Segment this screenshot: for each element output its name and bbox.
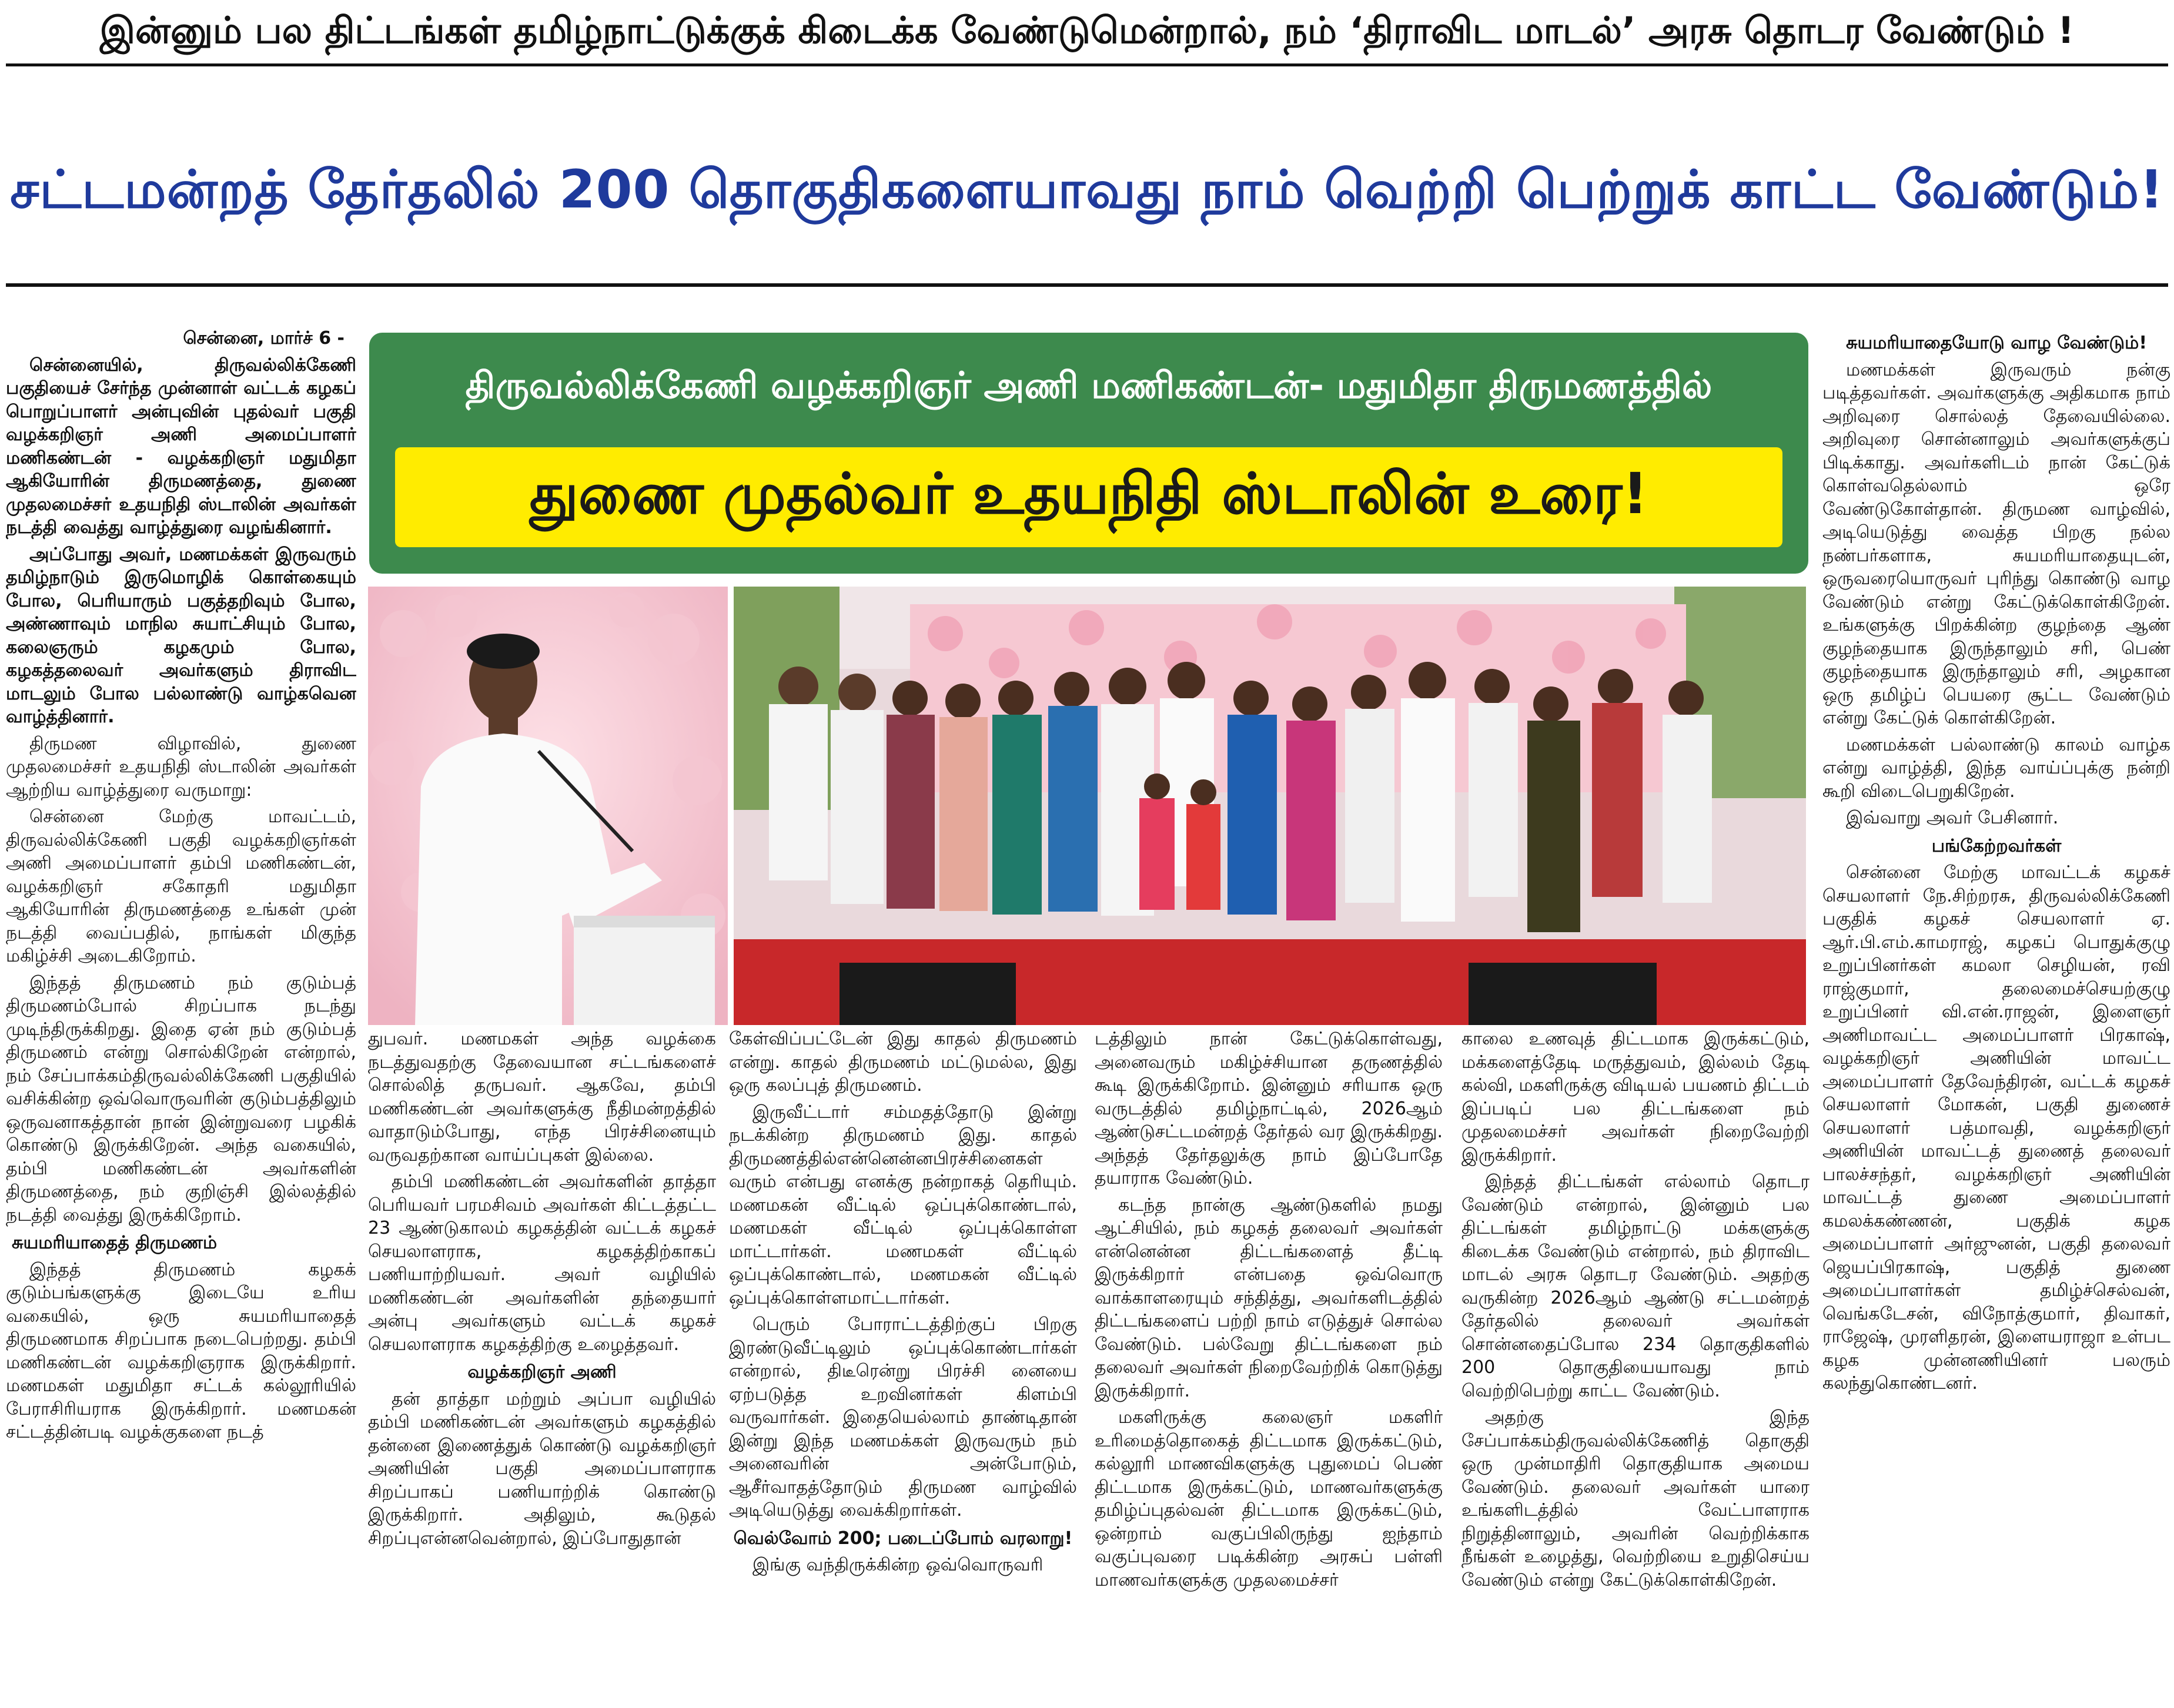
- banner-line-2: துணை முதல்வர் உதயநிதி ஸ்டாலின் உரை!: [395, 447, 1782, 547]
- paragraph: கேள்விப்பட்டேன் இது காதல் திருமணம் என்று. காதல் திருமணம் மட்டுமல்ல, இது ஒரு கலப்புத் திருமணம்.: [729, 1029, 1077, 1096]
- article-column-5: [1461, 1027, 1810, 1706]
- lead-paragraph: சென்னையில், திருவல்லிக்கேணி பகுதியைச் சேர்ந்த முன்னாள் வட்டக் கழகப் பொறுப்பாளர் அன்புவின் புதல்வர் பகுதி வழக்கறிஞர் அணி அமைப்பாளர் மணிகண்டன் - வழக்கறிஞர் மதுமிதா ஆகியோரின் திருமணத்தை, துணை முதலமைச்சர் உதயநிதி ஸ்டாலின் அவர்கள் நடத்தி வைத்து வாழ்த்துரை வழங்கினார்.: [6, 354, 356, 538]
- paragraph: டத்திலும் நான் கேட்டுக்கொள்வது, அனைவரும் மகிழ்ச்சியான தருணத்தில் கூடி இருக்கிறோம். இன்னும் சரியாக ஒரு வருடத்தில் தமிழ்நாட்டில், 2026ஆம் ஆண்டுசட்டமன்றத் தேர்தல் வர இருக்கிறது. அந்தத் தேர்தலுக்கு நாம் இப்போதே தயாராக வேண்டும்.: [1095, 1029, 1443, 1188]
- subheading: பங்கேற்றவர்கள்: [1931, 835, 2062, 856]
- dateline: சென்னை, மார்ச் 6 -: [183, 328, 345, 349]
- paragraph: அதற்கு இந்த சேப்பாக்கம்திருவல்லிக்கேணித் தொகுதி ஒரு முன்மாதிரி தொகுதியாக அமைய வேண்டும். தலைவர் அவர்கள் யாரை உங்களிடத்தில் வேட்பாளராக நிறுத்தினாலும், அவரின் வெற்றிக்காக நீங்கள் உழைத்து, வெற்றியை உறுதிசெய்ய வேண்டும் என்று கேட்டுக்கொள்கிறேன்.: [1461, 1407, 1810, 1590]
- paragraph: பெரும் போராட்டத்திற்குப் பிறகு இரண்டுவீட்டிலும் ஒப்புக்கொண்டார்கள் என்றால், திடீரென்று பிரச்சி னையை ஏற்படுத்த உறவினர்கள் கிளம்பி வருவார்கள். இதையெல்லாம் தாண்டிதான் இன்று இந்த மணமக்கள் இருவரும் நம் அனைவரின் அன்போடும், ஆசீர்வாதத்தோடும் திருமண வாழ்வில் அடியெடுத்து வைக்கிறார்கள்.: [729, 1314, 1077, 1521]
- kicker-headline: இன்னும் பல திட்டங்கள் தமிழ்நாட்டுக்குக் கிடைக்க வேண்டுமென்றால், நம் ‘திராவிட மாடல்’ அரசு தொடர வேண்டும் !: [99, 9, 2075, 52]
- subheading: வழக்கறிஞர் அணி: [467, 1362, 617, 1382]
- subheading: சுயமரியாதைத் திருமணம்: [12, 1233, 218, 1253]
- paragraph: இந்தத் திட்டங்கள் எல்லாம் தொடர வேண்டும் என்றால், இன்னும் பல திட்டங்கள் தமிழ்நாட்டு மக்களுக்கு கிடைக்க வேண்டும் என்றால், நம் திராவிட மாடல் அரசு தொடர வேண்டும். அதற்கு வருகின்ற 2026ஆம் ஆண்டு சட்டமன்றத் தேர்தலில் தலைவர் அவர்கள் சொன்னதைப்போல 234 தொகுதிகளில் 200 தொகுதியையாவது நாம் வெற்றிபெற்று காட்ட வேண்டும்.: [1461, 1171, 1810, 1401]
- paragraph: தம்பி மணிகண்டன் அவர்களின் தாத்தா பெரியவர் பரமசிவம் அவர்கள் கிட்டத்தட்ட 23 ஆண்டுகாலம் கழகத்தின் வட்டக் கழகச் செயலாளராக, கழகத்திற்காகப் பணியாற்றியவர். அவர் வழியில் மணிகண்டன் அவர்களின் தந்தையார் அன்பு அவர்களும் வட்டக் கழகச் செயலாளராக கழகத்திற்கு உழைத்தவர்.: [368, 1171, 716, 1355]
- speaker-photo-art: [368, 587, 728, 1025]
- speaker-photo: [368, 587, 728, 1025]
- group-photo: [734, 587, 1806, 1025]
- banner-line-1: திருவல்லிக்கேணி வழக்கறிஞர் அணி மணிகண்டன்- மதுமிதா திருமணத்தில்: [465, 364, 1713, 407]
- paragraph: சென்னை மேற்கு மாவட்டக் கழகச் செயலாளர் நே.சிற்றரசு, திருவல்லிக்கேணி பகுதிக் கழகச் செயலாளர் ஏ. ஆர்.பி.எம்.காமராஜ், கழகப் பொதுக்குழு உறுப்பினர்கள் கமலா செழியன், ரவி ராஜ்குமார், தலைமைச்செயற்குழு உறுப்பினர் வி.என்.ராஜன், இளைஞர் அணிமாவட்ட அமைப்பாளர் பிரகாஷ், வழக்கறிஞர் அணியின் மாவட்ட அமைப்பாளர் தேவேந்திரன், வட்டக் கழகச் செயலாளர் மோகன், பகுதி துணைச் செயலாளர் பத்மாவதி, வழக்கறிஞர் அணியின் மாவட்டத் துணைத் தலைவர் பாலச்சந்தர், வழக்கறிஞர் அணியின் மாவட்டத் துணை அமைப்பாளர் கமலக்கண்ணன், பகுதிக் கழக அமைப்பாளர் அர்ஜுனன், பகுதி தலைவர் ஜெயப்பிரகாஷ், பகுதித் துணை அமைப்பாளர்கள் தமிழ்ச்செல்வன், வெங்கடேசன், விநோத்குமார், திவாகர், ராஜேஷ், முரளிதரன், இளையராஜா உள்பட கழக முன்னணியினர் பலரும் கலந்துகொண்டனர்.: [1822, 862, 2170, 1394]
- paragraph: தன் தாத்தா மற்றும் அப்பா வழியில் தம்பி மணிகண்டன் அவர்களும் கழகத்தில் தன்னை இணைத்துக் கொண்டு வழக்கறிஞர் அணியின் பகுதி அமைப்பாளராக சிறப்பாகப் பணியாற்றிக் கொண்டு இருக்கிறார். அதிலும், கூடுதல் சிறப்புஎன்னவென்றால், இப்போதுதான்: [368, 1388, 716, 1549]
- article-column-1: [6, 327, 356, 1706]
- paragraph: மணமக்கள் பல்லாண்டு காலம் வாழ்க என்று வாழ்த்தி, இந்த வாய்ப்புக்கு நன்றி கூறி விடைபெறுகிறேன்.: [1822, 734, 2170, 802]
- paragraph: இவ்வாறு அவர் பேசினார்.: [1846, 808, 2059, 828]
- paragraph: மணமக்கள் இருவரும் நன்கு படித்தவர்கள். அவர்களுக்கு அதிகமாக நாம் அறிவுரை சொல்லத் தேவையில்லை. அறிவுரை சொன்னாலும் அவர்களுக்குப் பிடிக்காது. அவர்களிடம் நான் கேட்டுக் கொள்வதெல்லாம் ஒரே வேண்டுகோள்தான். திருமண வாழ்வில், அடியெடுத்து வைத்த பிறகு நல்ல நண்பர்களாக, சுயமரியாதையுடன், ஒருவரையொருவர் புரிந்து கொண்டு வாழ வேண்டும் என்று கேட்டுக்கொள்கிறேன். உங்களுக்கு பிறக்கின்ற குழந்தை ஆண் குழந்தையாக இருந்தாலும் சரி, பெண் குழந்தையாக இருந்தாலும் சரி, அழகான ஒரு தமிழ்ப் பெயரை சூட்ட வேண்டும் என்று கேட்டுக் கொள்கிறேன்.: [1822, 359, 2170, 728]
- article-column-2: [368, 1027, 716, 1706]
- paragraph: இங்கு வந்திருக்கின்ற ஒவ்வொருவரி: [752, 1555, 1043, 1575]
- paragraph: சென்னை மேற்கு மாவட்டம், திருவல்லிக்கேணி பகுதி வழக்கறிஞர்கள் அணி அமைப்பாளர் தம்பி மணிகண்டன், வழக்கறிஞர் சகோதரி மதுமிதா ஆகியோரின் திருமணத்தை உங்கள் முன் நடத்தி வைப்பதில், நாங்கள் மிகுந்த மகிழ்ச்சி அடைகிறோம்.: [6, 806, 356, 966]
- subheading: வெல்வோம் 200; படைப்போம் வரலாறு!: [733, 1528, 1073, 1549]
- subheading: சுயமரியாதையோடு வாழ வேண்டும்!: [1845, 333, 2148, 353]
- event-banner: [369, 333, 1808, 574]
- paragraph: மகளிருக்கு கலைஞர் மகளிர் உரிமைத்தொகைத் திட்டமாக இருக்கட்டும், கல்லூரி மாணவிகளுக்கு புதுமைப் பெண் திட்டமாக இருக்கட்டும், மாணவர்களுக்கு தமிழ்ப்புதல்வன் திட்டமாக இருக்கட்டும், ஒன்றாம் வகுப்பிலிருந்து ஐந்தாம் வகுப்புவரை படிக்கின்ற அரசுப் பள்ளி மாணவர்களுக்கு முதலமைச்சர்: [1095, 1407, 1443, 1590]
- main-headline: சட்டமன்றத் தேர்தலில் 200 தொகுதிகளையாவது நாம் வெற்றி பெற்றுக் காட்ட வேண்டும்!: [10, 158, 2164, 220]
- paragraph: கடந்த நான்கு ஆண்டுகளில் நமது ஆட்சியில், நம் கழகத் தலைவர் அவர்கள் என்னென்ன திட்டங்களைத் தீட்டி இருக்கிறார் என்பதை ஒவ்வொரு வாக்காளரையும் சந்தித்து, அவர்களிடத்தில் திட்டங்களைப் பற்றி நாம் எடுத்துச் சொல்ல வேண்டும். பல்வேறு திட்டங்களை நம் தலைவர் அவர்கள் நிறைவேற்றிக் கொடுத்து இருக்கிறார்.: [1095, 1194, 1443, 1401]
- top-rule: [6, 63, 2168, 66]
- paragraph: இந்தத் திருமணம் நம் குடும்பத் திருமணம்போல் சிறப்பாக நடந்து முடிந்திருக்கிறது. இதை ஏன் நம் குடும்பத் திருமணம் என்று சொல்கிறேன் என்றால், நம் சேப்பாக்கம்திருவல்லிக்கேணி பகுதியில் வசிக்கின்ற ஒவ்வொருவரின் குடும்பத்திலும் ஒருவனாகத்தான் நான் இன்றுவரை பழகிக் கொண்டு இருக்கிறேன். அந்த வகையில், தம்பி மணிகண்டன் அவர்களின் திருமணத்தை, நம் குறிஞ்சி இல்லத்தில் நடத்தி வைத்து இருக்கிறோம்.: [6, 972, 356, 1225]
- paragraph: இருவீட்டார் சம்மதத்தோடு இன்று நடக்கின்ற திருமணம் இது. காதல் திருமணத்தில்என்னென்னபிரச்சினைகள் வரும் என்பது எனக்கு நன்றாகத் தெரியும். மணமகன் வீட்டில் ஒப்புக்கொண்டால், மணமகள் வீட்டில் ஒப்புக்கொள்ள மாட்டார்கள். மணமகள் வீட்டில் ஒப்புக்கொண்டால், மணமகன் வீட்டில் ஒப்புக்கொள்ளமாட்டார்கள்.: [729, 1101, 1077, 1308]
- article-column-4: [1095, 1027, 1443, 1706]
- group-photo-art: [734, 587, 1806, 1025]
- article-column-3: [729, 1027, 1077, 1706]
- paragraph: காலை உணவுத் திட்டமாக இருக்கட்டும், மக்களைத்தேடி மருத்துவம், இல்லம் தேடி கல்வி, மகளிருக்கு விடியல் பயணம் திட்டம் இப்படிப் பல திட்டங்களை நம் முதலமைச்சர் அவர்கள் நிறைவேற்றி இருக்கிறார்.: [1461, 1029, 1810, 1166]
- article-column-6: [1822, 327, 2170, 1706]
- paragraph: திருமண விழாவில், துணை முதலமைச்சர் உதயநிதி ஸ்டாலின் அவர்கள் ஆற்றிய வாழ்த்துரை வருமாறு:: [6, 733, 356, 801]
- paragraph: இந்தத் திருமணம் கழகக் குடும்பங்களுக்கு இடையே உரிய வகையில், ஒரு சுயமரியாதைத் திருமணமாக சிறப்பாக நடைபெற்றது. தம்பி மணிகண்டன் வழக்கறிஞராக இருக்கிறார். மணமகள் மதுமிதா சட்டக் கல்லூரியில் பேராசிரியராக இருக்கிறார். மணமகன் சட்டத்தின்படி வழக்குகளை நடத்: [6, 1259, 356, 1442]
- paragraph: அப்போது அவர், மணமக்கள் இருவரும் தமிழ்நாடும் இருமொழிக் கொள்கையும் போல, பெரியாரும் பகுத்தறிவும் போல, அண்ணாவும் மாநில சுயாட்சியும் போல, கலைஞரும் கழகமும் போல, கழகத்தலைவர் அவர்களும் திராவிட மாடலும் போல பல்லாண்டு வாழ்கவென வாழ்த்தினார்.: [6, 544, 356, 727]
- paragraph: துபவர். மணமகள் அந்த வழக்கை நடத்துவதற்கு தேவையான சட்டங்களைச் சொல்லித் தருபவர். ஆகவே, தம்பி மணிகண்டன் அவர்களுக்கு நீதிமன்றத்தில் வாதாடும்போது, எந்த பிரச்சினையும் வருவதற்கான வாய்ப்புகள் இல்லை.: [368, 1029, 716, 1166]
- headline-rule: [6, 283, 2168, 287]
